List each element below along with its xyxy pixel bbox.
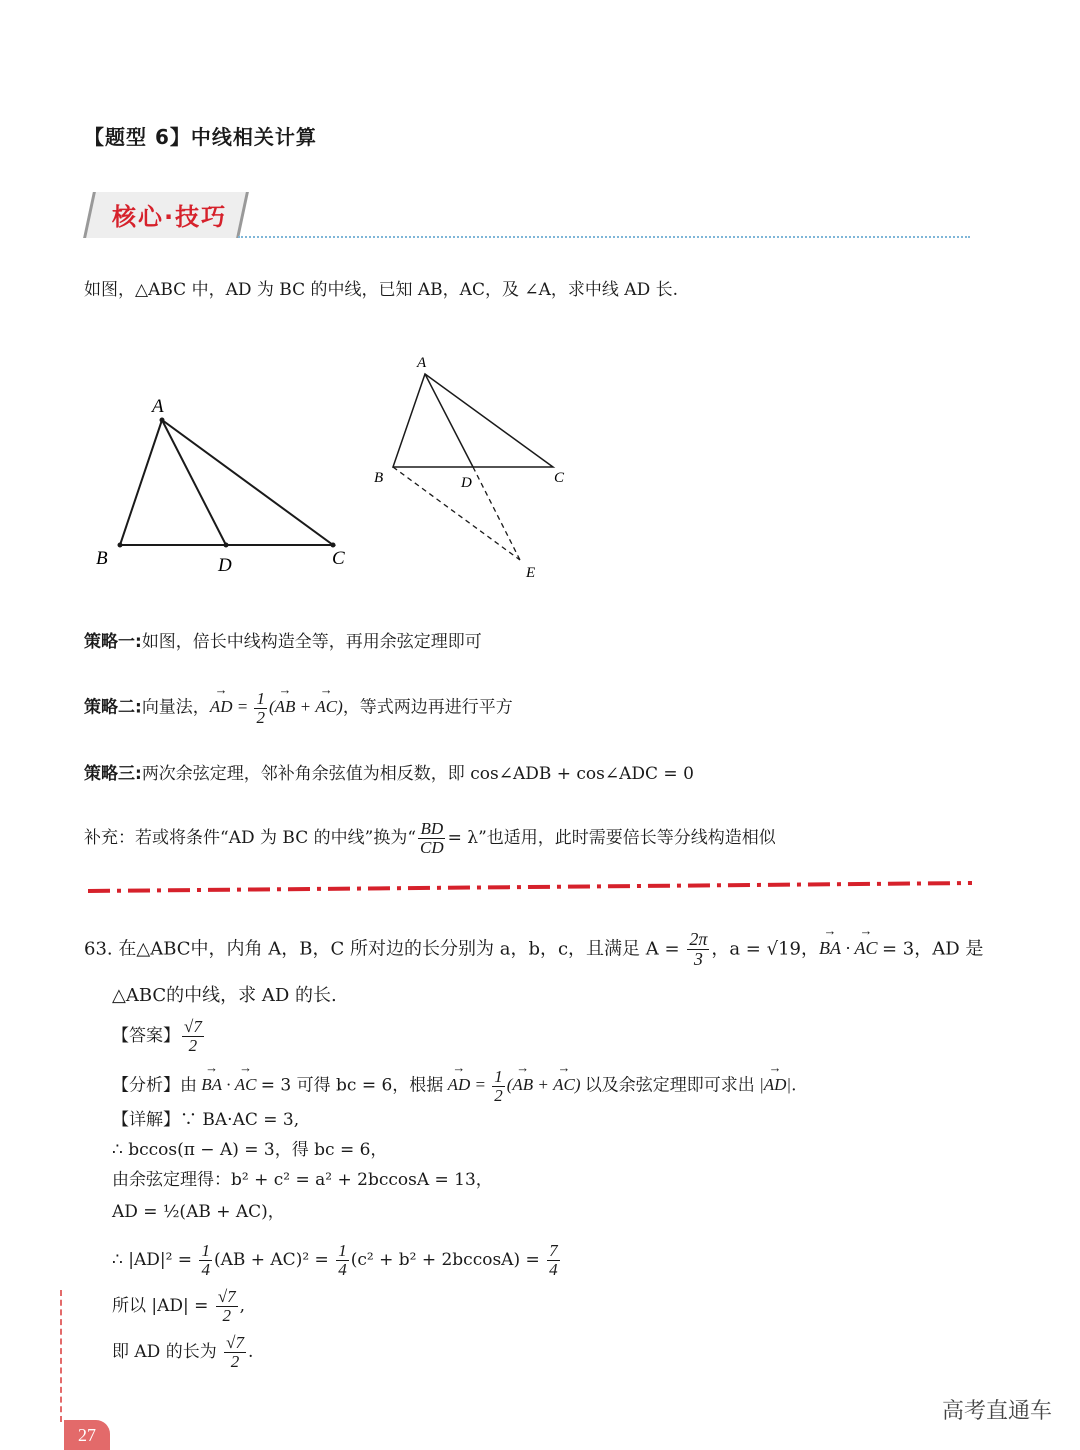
strategy-2-text-a: 向量法， xyxy=(141,697,210,718)
problem-number: 63. xyxy=(84,938,113,960)
fig1-label-b: B xyxy=(96,548,108,569)
fig2-label-d: D xyxy=(461,475,472,491)
detail-l7-b: . xyxy=(247,1341,254,1362)
detail-l5-den2: 4 xyxy=(338,1259,347,1279)
fig1-label-d: D xyxy=(218,555,232,576)
strategy-1-label: 策略一: xyxy=(84,632,142,652)
detail-l1: ∵ BA·AC = 3, xyxy=(180,1110,300,1130)
strategy-3-label: 策略三: xyxy=(84,764,142,784)
red-divider xyxy=(88,878,972,896)
page-number: 27 xyxy=(64,1420,110,1450)
detail-l6-a: 所以 |AD| = xyxy=(112,1295,209,1316)
detail-line-7 xyxy=(112,1334,253,1371)
detail-line-1 xyxy=(112,1108,299,1134)
problem-vector-dot: → BA · → AC xyxy=(819,938,882,958)
analysis xyxy=(112,1068,797,1105)
supplement-frac-den: CD xyxy=(420,837,444,857)
answer-label: 【答案】 xyxy=(112,1025,180,1046)
section-title: 【题型 6】中线相关计算 xyxy=(84,125,317,149)
fig2-label-a: A xyxy=(417,355,427,371)
detail-l5-den3: 4 xyxy=(549,1259,558,1279)
answer-num: √7 xyxy=(184,1017,202,1036)
detail-l7-num: √7 xyxy=(226,1333,244,1352)
detail-line-3: 由余弦定理得：b² + c² = a² + 2bccosA = 13， xyxy=(112,1170,493,1190)
analysis-formula: → AD = $\frac{1}{2}$ (→ AB + → AC) xyxy=(443,1075,585,1094)
problem-text-b: ，a = √19， xyxy=(711,938,819,960)
fig2-label-b: B xyxy=(374,470,384,486)
detail-label: 【详解】 xyxy=(112,1110,180,1130)
detail-line-6 xyxy=(112,1288,245,1325)
problem-text-a: 在△ABC中，内角 A，B，C 所对边的长分别为 a，b，c，且满足 A = xyxy=(118,938,680,960)
triangle-figure-1 xyxy=(88,390,358,580)
fig2-label-c: C xyxy=(554,470,565,486)
fig1-label-c: C xyxy=(332,548,345,569)
strategy-1-text: 如图，倍长中线构造全等，再用余弦定理即可 xyxy=(141,632,482,652)
margin-dash xyxy=(60,1290,62,1422)
analysis-text-4: . xyxy=(791,1075,797,1096)
technique-badge: 核心·技巧 xyxy=(112,203,228,231)
analysis-vec-1: → BA · → AC xyxy=(197,1075,261,1094)
analysis-text-3: 以及余弦定理即可求出 xyxy=(584,1075,755,1096)
supplement-text-b: = λ”也适用，此时需要倍长等分线构造相似 xyxy=(447,827,776,848)
detail-line-4: AD = ½(AB + AC)， xyxy=(112,1202,285,1222)
detail-l5-c: (c² + b² + 2bccosA) = xyxy=(350,1249,540,1270)
supplement xyxy=(84,820,776,857)
strategy-3-text: 两次余弦定理，邻补角余弦值为相反数，即 cos∠ADB + cos∠ADC = 0 xyxy=(141,764,694,784)
watermark: 高考直通车 xyxy=(941,1399,1052,1424)
analysis-text-1: 由 xyxy=(180,1075,197,1096)
strategy-2-text-b: ，等式两边再进行平方 xyxy=(342,697,513,718)
fig2-label-e: E xyxy=(526,565,536,581)
badge-underline xyxy=(238,236,970,238)
detail-l5-num2: 1 xyxy=(338,1241,347,1260)
problem-text-c: = 3，AD 是 xyxy=(882,938,984,960)
detail-l5-a: ∴ |AD|² = xyxy=(112,1249,193,1270)
detail-line-5 xyxy=(112,1242,562,1279)
supplement-text-a: 补充：若或将条件“AD 为 BC 的中线”换为“ xyxy=(84,827,417,848)
problem-line-2: △ABC的中线，求 AD 的长. xyxy=(112,985,337,1006)
detail-l5-num3: 7 xyxy=(549,1241,558,1260)
detail-l6-b: , xyxy=(239,1295,246,1316)
analysis-text-2: = 3 可得 bc = 6，根据 xyxy=(260,1075,444,1096)
strategy-2 xyxy=(84,690,513,727)
answer-den: 2 xyxy=(188,1035,198,1055)
strategy-1 xyxy=(84,630,482,656)
detail-l5-den1: 4 xyxy=(201,1259,210,1279)
detail-l7-a: 即 AD 的长为 xyxy=(112,1341,217,1362)
strategy-2-formula: → AD = $\frac{1}{2}$ (→ AB + → AC) xyxy=(210,697,343,716)
analysis-abs-ad: |→ AD| xyxy=(755,1075,791,1094)
analysis-label: 【分析】 xyxy=(112,1075,180,1096)
detail-l6-den: 2 xyxy=(222,1305,231,1325)
problem-frac-den: 3 xyxy=(693,948,703,969)
strategy-2-label: 策略二: xyxy=(84,697,142,718)
detail-l7-den: 2 xyxy=(230,1351,240,1371)
detail-l5-b: (AB + AC)² = xyxy=(213,1249,329,1270)
detail-line-2: ∴ bccos(π − A) = 3，得 bc = 6， xyxy=(112,1140,388,1160)
fig1-label-a: A xyxy=(152,396,164,417)
detail-l6-num: √7 xyxy=(217,1287,236,1306)
detail-l5-num1: 1 xyxy=(201,1241,210,1260)
triangle-figure-2 xyxy=(368,350,578,585)
problem-line-1 xyxy=(84,930,983,969)
strategy-3 xyxy=(84,762,694,788)
intro-text: 如图，△ABC 中，AD 为 BC 的中线，已知 AB，AC，及 ∠A，求中线 AD 长. xyxy=(84,280,679,300)
problem-frac-num: 2π xyxy=(689,929,708,949)
supplement-frac-num: BD xyxy=(420,819,444,838)
answer xyxy=(112,1018,206,1055)
